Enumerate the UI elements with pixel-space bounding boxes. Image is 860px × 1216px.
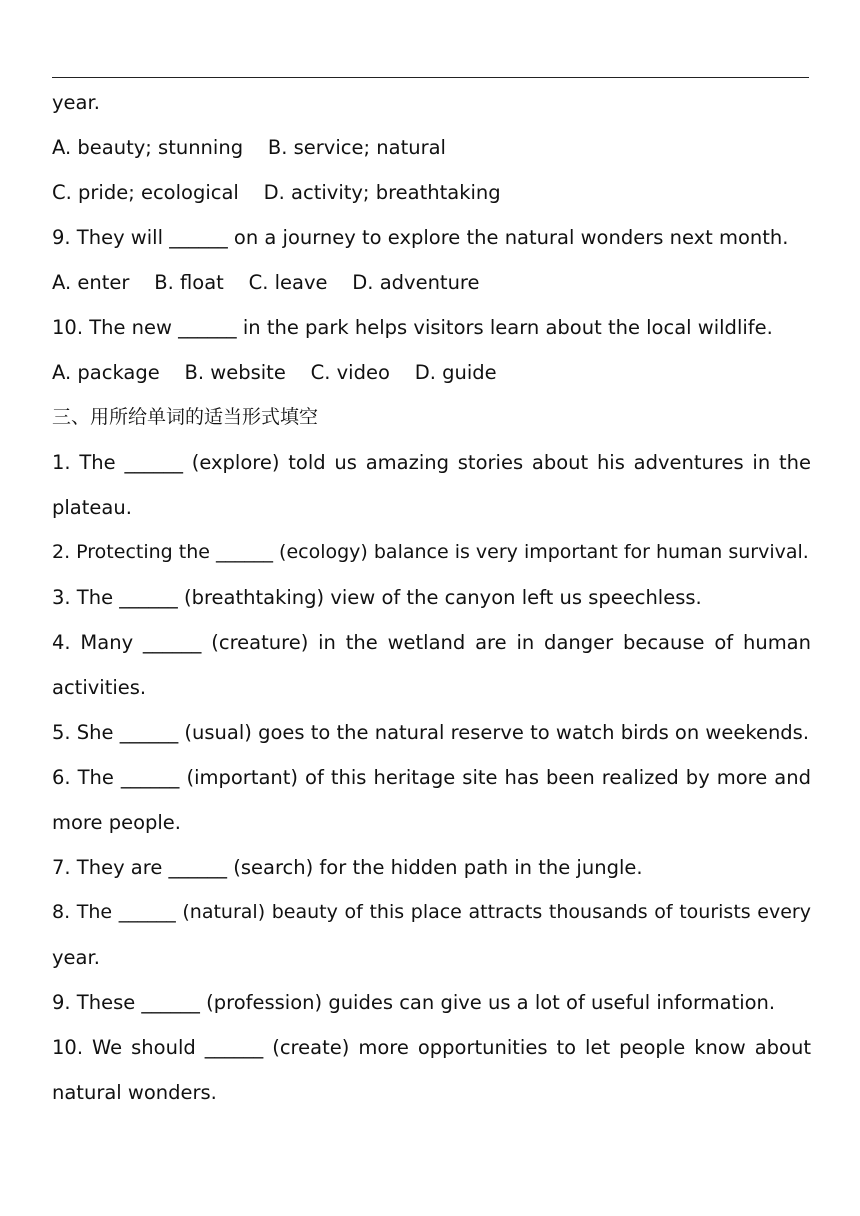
text-line: year. (52, 946, 100, 969)
answer-options: A. beauty; stunning B. service; natural (52, 136, 446, 159)
text-line: year. (52, 91, 100, 114)
answer-options: A. package B. website C. video D. guide (52, 361, 497, 384)
answer-options: C. pride; ecological D. activity; breathtaking (52, 181, 501, 204)
question-9: 9. They will ______ on a journey to explore the natural wonders next month. (52, 226, 789, 249)
fill-in-question-6: 6. The ______ (important) of this heritage site has been realized by more and (52, 766, 811, 789)
fill-in-question-9: 9. These ______ (profession) guides can give us a lot of useful information. (52, 991, 776, 1014)
question-10: 10. The new ______ in the park helps visitors learn about the local wildlife. (52, 316, 773, 339)
text-line: activities. (52, 676, 147, 699)
document-body (52, 80, 811, 1115)
fill-in-question-7: 7. They are ______ (search) for the hidden path in the jungle. (52, 856, 643, 879)
fill-in-question-5: 5. She ______ (usual) goes to the natural reserve to watch birds on weekends. (52, 721, 810, 744)
fill-in-question-3: 3. The ______ (breathtaking) view of the canyon left us speechless. (52, 586, 702, 609)
fill-in-question-1: 1. The ______ (explore) told us amazing stories about his adventures in the (52, 451, 811, 474)
section-heading: 三、用所给单词的适当形式填空 (52, 406, 319, 428)
fill-in-question-4: 4. Many ______ (creature) in the wetland are in danger because of human (52, 631, 811, 654)
header-rule (52, 77, 809, 78)
answer-options: A. enter B. float C. leave D. adventure (52, 271, 480, 294)
fill-in-question-10: 10. We should ______ (create) more opportunities to let people know about (52, 1036, 811, 1059)
text-line: plateau. (52, 496, 132, 519)
text-line: more people. (52, 811, 182, 834)
fill-in-question-2: 2. Protecting the ______ (ecology) balance is very important for human survival. (52, 541, 809, 563)
text-line: natural wonders. (52, 1081, 217, 1104)
fill-in-question-8: 8. The ______ (natural) beauty of this place attracts thousands of tourists every (52, 901, 811, 923)
